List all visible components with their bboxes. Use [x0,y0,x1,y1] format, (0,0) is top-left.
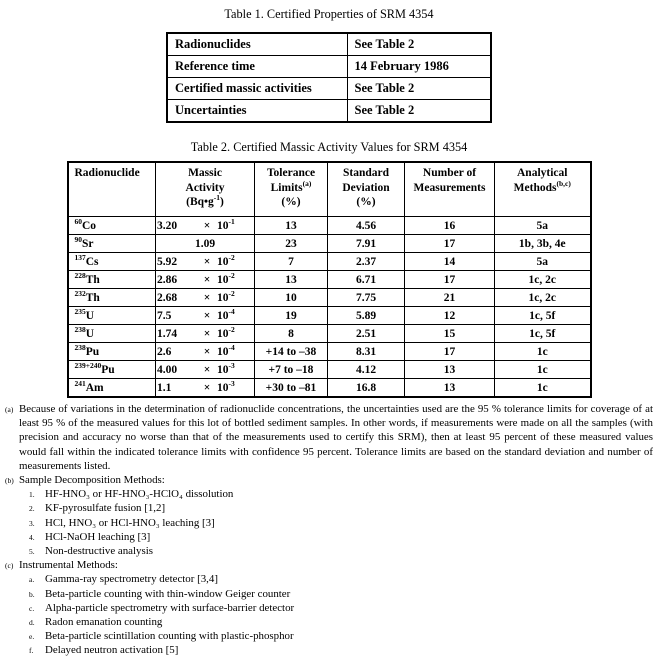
methods-cell: 1c [495,343,591,361]
stddev-cell: 8.31 [328,343,405,361]
table2-row [68,361,591,379]
measurements-cell: 16 [405,217,495,235]
tolerance-cell: +7 to –18 [255,361,328,379]
tolerance-cell: 7 [255,253,328,271]
methods-cell: 1c, 2c [495,271,591,289]
stddev-cell: 16.8 [328,379,405,398]
value-cell: 14 February 1986 [347,56,491,78]
massic-activity-cell: 3.20 × $10^{-1}$ [156,217,255,235]
tolerance-cell: 13 [255,217,328,235]
methods-cell: 5a [495,253,591,271]
item-text: Gamma-ray spectrometry detector [3,4] [45,573,218,586]
item-text: HCl-NaOH leaching [3] [45,530,151,543]
footnotes-section [0,402,658,658]
header-tolerance-limits: Tolerance Limits$^{(a)}$ (%) [255,162,328,217]
stddev-cell: 4.56 [328,217,405,235]
methods-cell: 1c, 5f [495,325,591,343]
footnote-b-title: (b) Sample Decomposition Methods: [0,473,653,487]
table2-title: Table 2. Certified Massic Activity Values for SRM 4354 [190,140,468,154]
table1-row [167,33,491,56]
nuclide-cell: $^{239+240}$Pu [68,361,156,379]
item-text: Radon emanation counting [45,616,163,629]
decomposition-method-item [0,487,653,501]
massic-activity-cell: 5.92 × $10^{-2}$ [156,253,255,271]
measurements-cell: 13 [405,379,495,398]
table2-row [68,253,591,271]
item-text: HCl, HNO₃ or HCl-HNO₃ leaching [3] [45,516,215,529]
instrumental-method-item [0,615,653,629]
footnote-a-text: Because of variations in the determination of radionuclide concentrations, the uncertainties used are the 95 % tolerance limits for coverage of at least 95 % of the measured values for this lot of bottled sediment samples. In other words, if measurements were made on all the samples (with precision and accuracy no worse than that of the measurements used to certify this SRM), then at least 95 percent of these measured values would fall within the indicated tolerance limits with confidence 95 percent. Tolerance limits are based on the standard deviation and number of measurements listed. [19,403,653,472]
nuclide-cell: $^{228}$Th [68,271,156,289]
measurements-cell: 17 [405,235,495,253]
value-cell: See Table 2 [347,100,491,123]
item-marker: b. [29,589,35,599]
nuclide-cell: $^{238}$Pu [68,343,156,361]
instrumental-method-item [0,643,653,657]
item-text: HF-HNO₃ or HF-HNO₃-HClO₄ dissolution [45,488,234,501]
item-text: Beta-particle scintillation counting with plastic-phosphor [45,630,294,643]
measurements-cell: 15 [405,325,495,343]
tolerance-cell: +14 to –38 [255,343,328,361]
tolerance-cell: 8 [255,325,328,343]
header-analytical-methods: Analytical Methods$^{(b,c)}$ [495,162,591,217]
instrumental-method-item [0,587,653,601]
nuclide-cell: $^{60}$Co [68,217,156,235]
table1-row [167,100,491,123]
instrumental-method-item [0,629,653,643]
footnote-c-marker: (c) [5,561,14,571]
item-text: Alpha-particle spectrometry with surface-barrier detector [45,601,295,614]
tolerance-cell: +30 to –81 [255,379,328,398]
measurements-cell: 17 [405,271,495,289]
table1-row [167,56,491,78]
decomposition-method-item [0,544,653,558]
measurements-cell: 14 [405,253,495,271]
table1-row [167,78,491,100]
massic-activity-cell: 2.68 × $10^{-2}$ [156,289,255,307]
table2-header-row [68,162,591,217]
item-marker: 2. [29,504,35,514]
header-number-of-measurements: Number of Measurements [405,162,495,217]
massic-activity-cell: 4.00 × $10^{-3}$ [156,361,255,379]
property-cell: Radionuclides [167,33,347,56]
decomposition-method-item [0,501,653,515]
item-text: Beta-particle counting with thin-window Geiger counter [45,587,291,600]
measurements-cell: 13 [405,361,495,379]
methods-cell: 5a [495,217,591,235]
stddev-cell: 5.89 [328,307,405,325]
item-marker: f. [29,646,34,656]
item-marker: a. [29,575,35,585]
item-marker: c. [29,603,35,613]
stddev-cell: 2.51 [328,325,405,343]
massic-activity-cell: 2.6 × $10^{-4}$ [156,343,255,361]
methods-cell: 1b, 3b, 4e [495,235,591,253]
methods-cell: 1c, 5f [495,307,591,325]
methods-cell: 1c [495,379,591,398]
nuclide-cell: $^{232}$Th [68,289,156,307]
table2-row [68,217,591,235]
item-text: KF-pyrosulfate fusion [1,2] [45,502,166,515]
item-text: Non-destructive analysis [45,545,153,558]
footnote-a [0,402,653,473]
tolerance-cell: 23 [255,235,328,253]
property-cell: Reference time [167,56,347,78]
stddev-cell: 7.75 [328,289,405,307]
table2 [67,161,592,398]
header-radionuclide: Radionuclide [68,162,156,217]
tolerance-cell: 13 [255,271,328,289]
decomposition-method-item [0,530,653,544]
massic-activity-cell: 7.5 × $10^{-4}$ [156,307,255,325]
unit-exponent: -1 [213,193,221,203]
tolerance-cell: 10 [255,289,328,307]
stddev-cell: 2.37 [328,253,405,271]
massic-activity-cell: 2.86 × $10^{-2}$ [156,271,255,289]
property-cell: Uncertainties [167,100,347,123]
measurements-cell: 21 [405,289,495,307]
footnote-ref-a: (a) [302,178,312,188]
methods-cell: 1c [495,361,591,379]
value-cell: See Table 2 [347,78,491,100]
table2-row [68,343,591,361]
nuclide-cell: $^{235}$U [68,307,156,325]
item-marker: d. [29,618,35,628]
table2-row [68,379,591,398]
item-marker: 3. [29,518,35,528]
nuclide-cell: $^{90}$Sr [68,235,156,253]
measurements-cell: 12 [405,307,495,325]
footnote-a-marker: (a) [5,405,14,414]
item-marker: 5. [29,547,35,557]
footnote-c-title: (c) Instrumental Methods: [0,558,653,572]
value-cell: See Table 2 [347,33,491,56]
stddev-cell: 7.91 [328,235,405,253]
measurements-cell: 17 [405,343,495,361]
table1 [166,32,492,123]
massic-activity-cell: 1.1 × $10^{-3}$ [156,379,255,398]
table2-row [68,271,591,289]
item-marker: 1. [29,490,35,500]
massic-activity-cell: 1.09 [156,235,255,253]
nuclide-cell: $^{137}$Cs [68,253,156,271]
stddev-cell: 6.71 [328,271,405,289]
table1-title: Table 1. Certified Properties of SRM 4354 [224,7,434,21]
table2-row [68,307,591,325]
item-marker: e. [29,632,35,642]
footnote-b-marker: (b) [5,476,14,486]
tolerance-cell: 19 [255,307,328,325]
massic-activity-cell: 1.74 × $10^{-2}$ [156,325,255,343]
item-marker: 4. [29,532,35,542]
table2-row [68,235,591,253]
table2-row [68,325,591,343]
methods-cell: 1c, 2c [495,289,591,307]
nuclide-cell: $^{238}$U [68,325,156,343]
header-massic-activity: Massic Activity $(Bq•g^{-1})$ [156,162,255,217]
table2-row [68,289,591,307]
stddev-cell: 4.12 [328,361,405,379]
property-cell: Certified massic activities [167,78,347,100]
footnote-ref-bc: (b,c) [556,178,571,188]
item-text: Delayed neutron activation [5] [45,644,179,657]
decomposition-method-item [0,516,653,530]
nuclide-cell: $^{241}$Am [68,379,156,398]
instrumental-method-item [0,572,653,586]
instrumental-method-item [0,601,653,615]
header-standard-deviation: Standard Deviation (%) [328,162,405,217]
